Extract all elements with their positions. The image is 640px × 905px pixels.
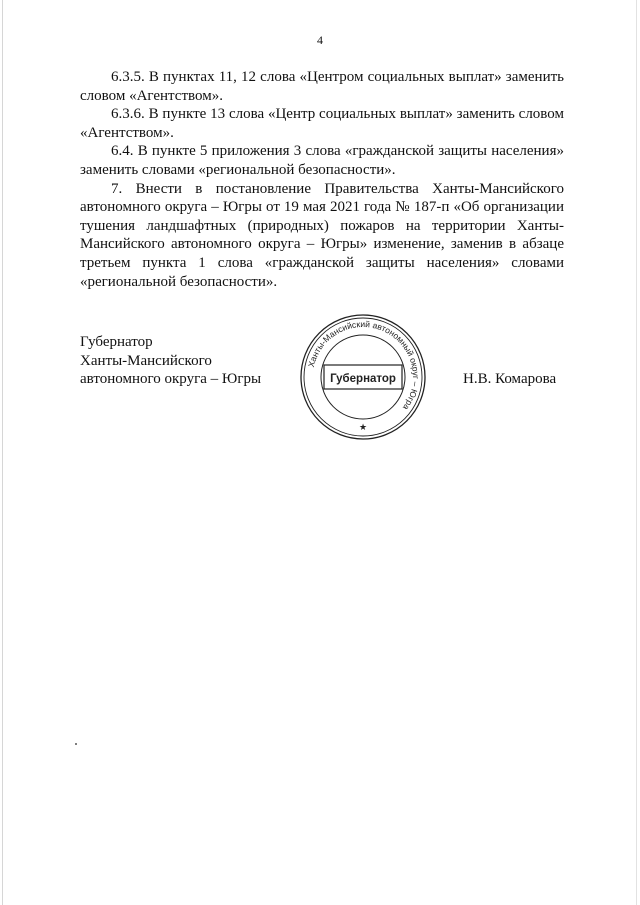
document-body [80,68,564,291]
signature-title-line: автономного округа – Югры [80,371,262,388]
scan-edge-left [2,0,3,905]
seal-ring-text: Ханты-Мансийский автономный округ – Югра [306,318,422,413]
scan-speck [75,743,77,745]
paragraph-6-3-6: 6.3.6. В пункте 13 слова «Центр социальных выплат» заменить словом «Агентством». [80,106,564,141]
paragraph-7: 7. Внести в постановление Правительства Ханты-Мансийского автономного округа – Югры от 19 мая 2021 года № 187-п «Об организации тушения ландшафтных (природных) пожаров на территории Ханты-Мансийского автономного округа – Югры» изменение, заменив в абзаце третьем пункта 1 слова «гражданской защиты населения» словами «региональной безопасности». [80,180,564,290]
signature-title-block [80,333,261,389]
seal-star-icon: ★ [358,422,368,432]
signature-title-line: Губернатор [80,334,153,350]
scan-edge-right [636,0,637,905]
official-seal [299,313,427,441]
signature-title-line: Ханты-Мансийского [80,352,212,369]
seal-center-text: Губернатор [330,373,396,385]
page-number: 4 [317,33,323,47]
paragraph-6-4: 6.4. В пункте 5 приложения 3 слова «гражданской защиты населения» заменить словами «региональной безопасности». [80,143,564,178]
signer-name: Н.В. Комарова [463,371,557,387]
paragraph-6-3-5: 6.3.5. В пунктах 11, 12 слова «Центром социальных выплат» заменить словом «Агентством». [80,69,564,104]
